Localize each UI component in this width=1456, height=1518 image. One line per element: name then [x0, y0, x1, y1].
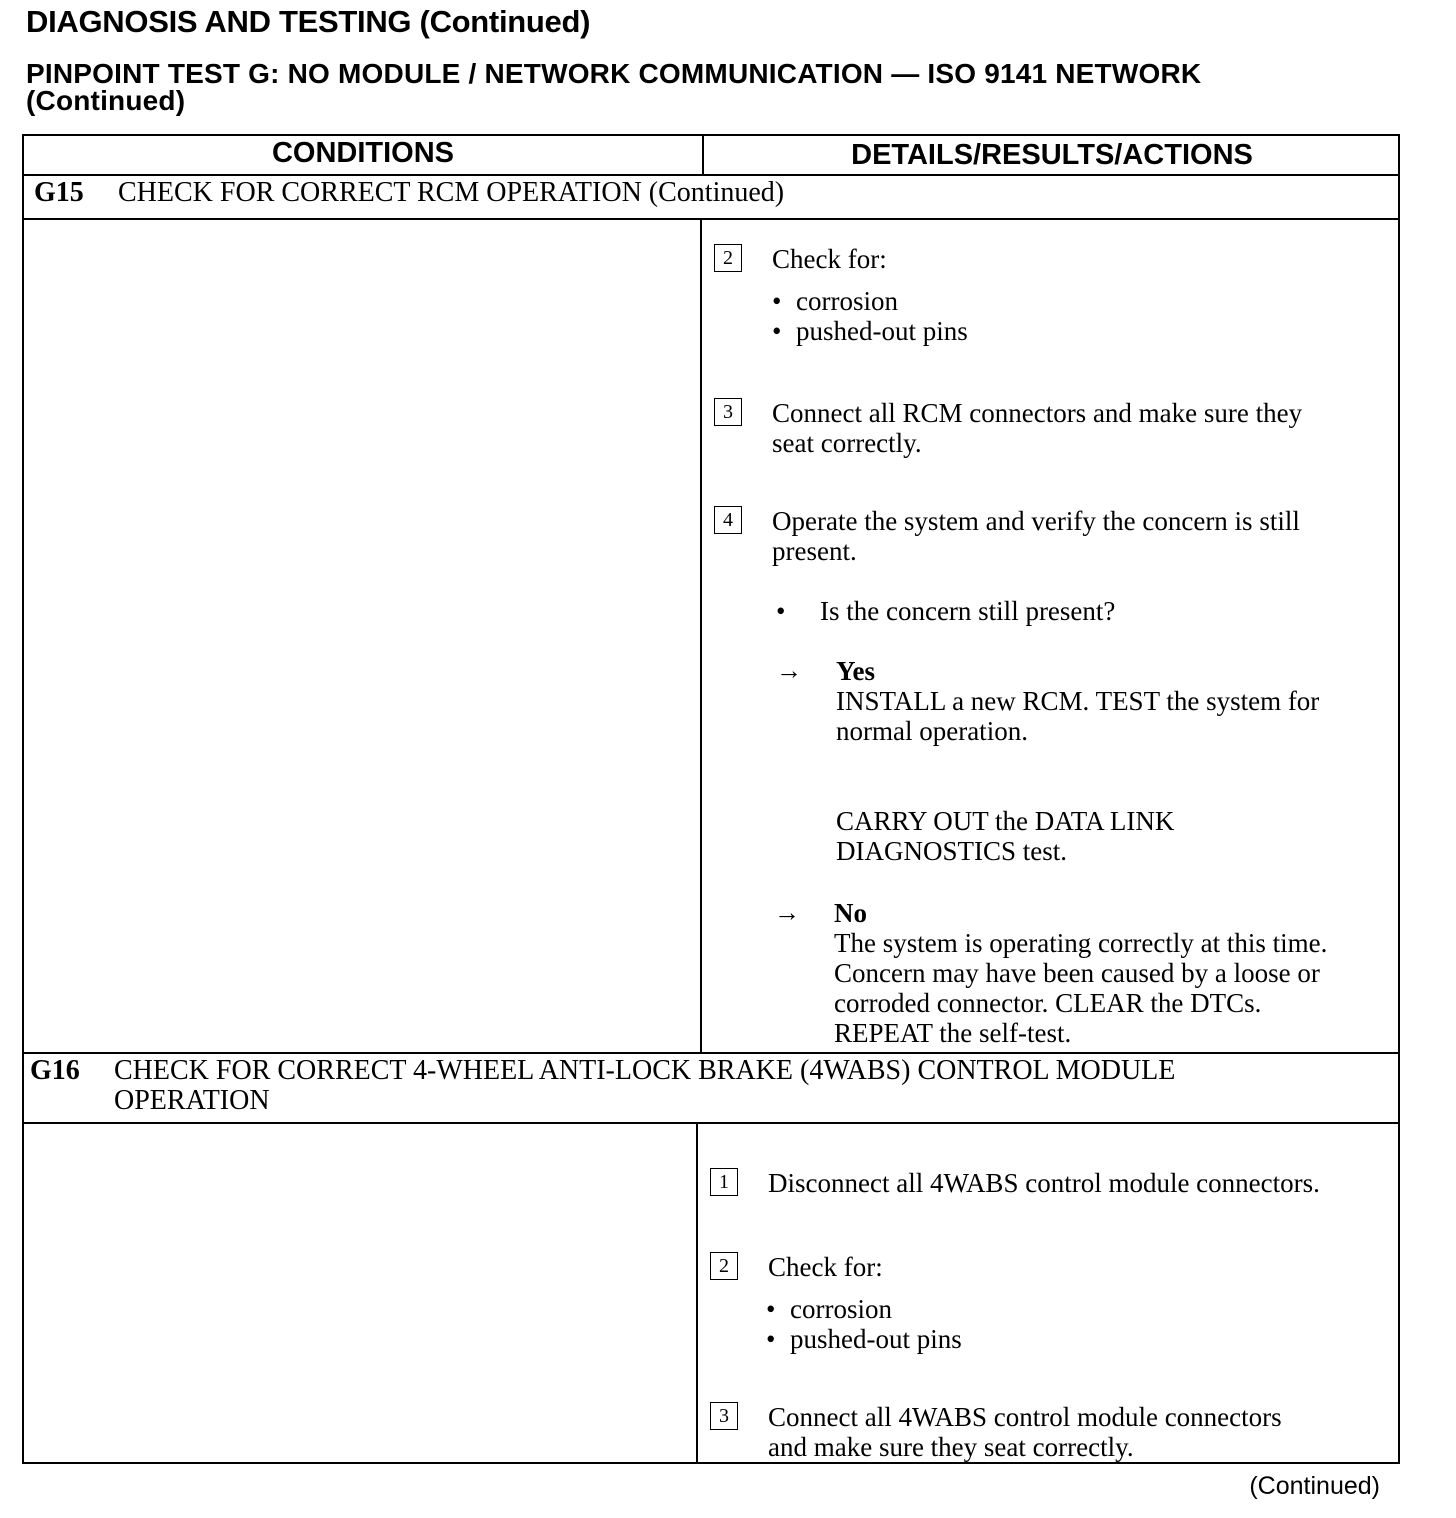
bullet-text: pushed-out pins: [790, 1324, 962, 1354]
yes-action-line: INSTALL a new RCM. TEST the system for: [836, 686, 1320, 716]
details-column-header: DETAILS/RESULTS/ACTIONS: [851, 139, 1253, 171]
g15-id: G15: [34, 177, 84, 208]
conditions-column-header: CONDITIONS: [271, 137, 455, 169]
g16-title-line: OPERATION: [114, 1085, 270, 1116]
g16-bullet-pins: [766, 1324, 962, 1354]
no-action-line: Concern may have been caused by a loose or: [834, 958, 1320, 988]
g15-question: [776, 596, 1115, 626]
bullet-text: corrosion: [790, 1294, 892, 1324]
step-text-line: and make sure they seat correctly.: [768, 1432, 1134, 1462]
step-text-line: present.: [772, 536, 857, 566]
g16-column-divider: [696, 1122, 698, 1462]
step-number-box: 3: [710, 1402, 738, 1430]
step-text-line: Connect all RCM connectors and make sure they: [772, 398, 1303, 428]
step-text: Check for:: [772, 244, 887, 274]
step-number-box: 2: [710, 1252, 738, 1280]
step-number-box: 3: [714, 398, 742, 426]
g15-column-divider: [700, 218, 702, 1052]
step-text: [772, 398, 1302, 458]
g15-title-divider: [24, 218, 1398, 220]
section-title: DIAGNOSIS AND TESTING (Continued): [26, 4, 591, 39]
no-branch-body: [834, 898, 1327, 1048]
g16-title-line: CHECK FOR CORRECT 4-WHEEL ANTI-LOCK BRAKE (4WABS) CONTROL MODULE: [114, 1055, 1176, 1086]
step-text: Disconnect all 4WABS control module connectors.: [768, 1168, 1320, 1198]
g16-step-2: [710, 1252, 1390, 1286]
g15-title: CHECK FOR CORRECT RCM OPERATION (Continued): [118, 177, 785, 208]
bullet-icon: •: [772, 286, 782, 316]
g15-no-branch: [774, 898, 1394, 1050]
g16-step-3: [710, 1402, 1390, 1464]
no-label: No: [834, 898, 867, 928]
g16-step-header: [30, 1056, 1390, 1120]
arrow-right-icon: →: [776, 656, 802, 685]
bullet-icon: •: [772, 316, 782, 346]
pinpoint-test-table: [22, 134, 1400, 1464]
g16-title: [114, 1056, 1175, 1116]
continued-footer: (Continued): [1249, 1472, 1380, 1500]
g15-step-3: [714, 398, 1384, 462]
g15-yes-branch: [776, 656, 1386, 866]
yes-action-line: DIAGNOSTICS test.: [836, 836, 1068, 866]
g15-step-2: [714, 244, 1384, 278]
yes-label: Yes: [836, 656, 875, 686]
step-text: Check for:: [768, 1252, 883, 1282]
bullet-icon: •: [766, 1294, 776, 1324]
step-text: [768, 1402, 1282, 1462]
g16-bullet-corrosion: [766, 1294, 892, 1324]
no-action-line: The system is operating correctly at this time.: [834, 928, 1328, 958]
g15-bullet-corrosion: [772, 286, 898, 316]
bullet-icon: •: [776, 596, 786, 626]
g16-step-1: [710, 1168, 1390, 1202]
yes-action-line: CARRY OUT the DATA LINK: [836, 806, 1175, 836]
step-number-box: 2: [714, 244, 742, 272]
g15-end-divider: [24, 1052, 1398, 1054]
step-number-box: 1: [710, 1168, 738, 1196]
step-text-line: Connect all 4WABS control module connectors: [768, 1402, 1282, 1432]
pinpoint-test-title: [26, 60, 1406, 114]
step-text-line: Operate the system and verify the concern is still: [772, 506, 1300, 536]
header-divider: [24, 174, 1398, 176]
step-text: [772, 506, 1300, 566]
g16-title-divider: [24, 1122, 1398, 1124]
step-number-box: 4: [714, 506, 742, 534]
test-title-line-1: PINPOINT TEST G: NO MODULE / NETWORK COMMUNICATION — ISO 9141 NETWORK: [26, 58, 1202, 89]
question-text: Is the concern still present?: [820, 596, 1116, 626]
g16-id: G16: [30, 1055, 80, 1086]
test-title-line-2: (Continued): [26, 85, 186, 116]
g15-step-header: [34, 178, 1394, 212]
bullet-text: pushed-out pins: [796, 316, 968, 346]
step-text-line: seat correctly.: [772, 428, 922, 458]
no-action-line: REPEAT the self-test.: [834, 1018, 1072, 1048]
bullet-text: corrosion: [796, 286, 898, 316]
yes-action-line: normal operation.: [836, 716, 1028, 746]
arrow-right-icon: →: [774, 898, 800, 927]
no-action-line: corroded connector. CLEAR the DTCs.: [834, 988, 1262, 1018]
g15-step-4: [714, 506, 1384, 570]
yes-branch-body: [836, 656, 1319, 866]
bullet-icon: •: [766, 1324, 776, 1354]
g15-bullet-pins: [772, 316, 968, 346]
